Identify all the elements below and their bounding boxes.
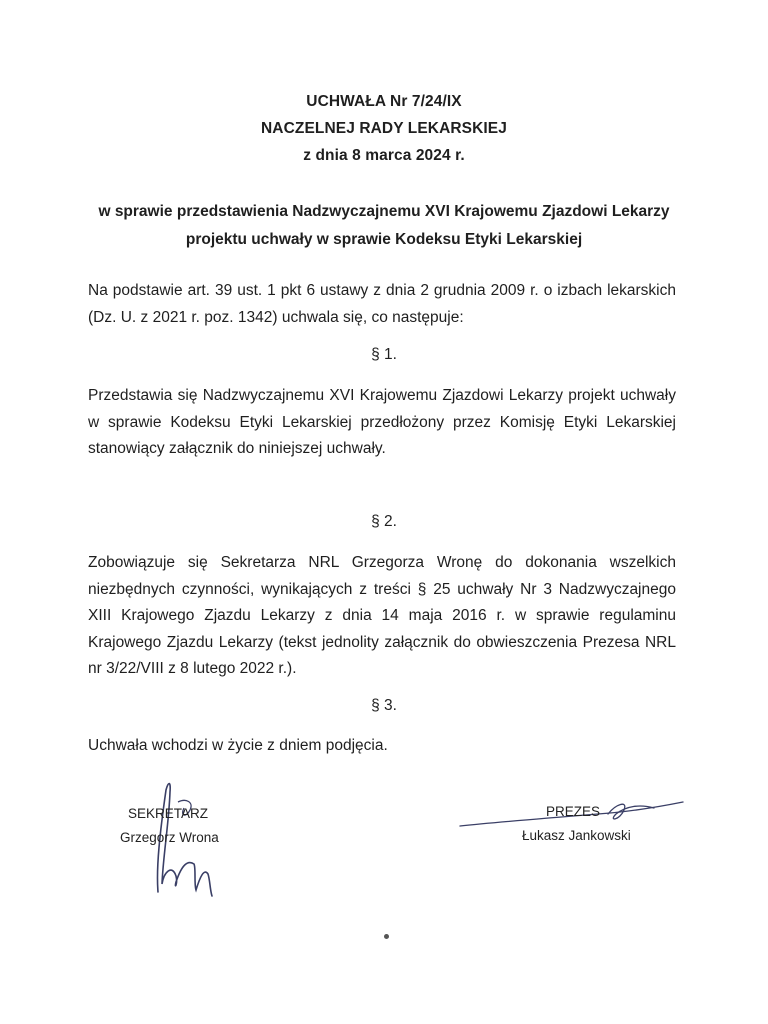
page-mark-dot xyxy=(384,934,389,939)
section-2-text: Zobowiązuje się Sekretarza NRL Grzegorza Wronę do dokonania wszelkich niezbędnych czynności, wynikających z treści § 25 uchwały Nr 3 Nadzwyczajnego XIII Krajowego Zjazdu Lekarzy z dnia 14 maja 2016 r. w sprawie regulaminu Krajowego Zjazdu Lekarzy (tekst jednolity załącznik do obwieszczenia Prezesa NRL nr 3/22/VIII z 8 lutego 2022 r.). xyxy=(88,554,676,677)
president-role: PREZES xyxy=(546,804,601,819)
subject-line-2: projektu uchwały w sprawie Kodeksu Etyki Lekarskiej xyxy=(185,231,583,248)
section-1-mark: § 1. xyxy=(371,346,397,363)
preamble-paragraph: Na podstawie art. 39 ust. 1 pkt 6 ustawy z dnia 2 grudnia 2009 r. o izbach lekarskich (Dz. U. z 2021 r. poz. 1342) uchwala się, co następuje: xyxy=(88,282,676,326)
secretary-role: SEKRETARZ xyxy=(128,806,209,821)
secretary-name: Grzegorz Wrona xyxy=(120,830,219,845)
section-3-text: Uchwała wchodzi w życie z dniem podjęcia. xyxy=(88,737,388,754)
president-name: Łukasz Jankowski xyxy=(522,828,631,843)
section-2-mark: § 2. xyxy=(371,513,397,530)
issuing-body: NACZELNEJ RADY LEKARSKIEJ xyxy=(261,120,507,137)
section-3-mark: § 3. xyxy=(371,697,397,714)
secretary-signature-block xyxy=(120,802,219,850)
subject-line-1: w sprawie przedstawienia Nadzwyczajnemu XVI Krajowemu Zjazdowi Lekarzy xyxy=(98,203,670,220)
resolution-header xyxy=(0,88,768,169)
section-1-text: Przedstawia się Nadzwyczajnemu XVI Krajowemu Zjazdowi Lekarzy projekt uchwały w sprawie Kodeksu Etyki Lekarskiej przedłożony przez Komisję Etyki Lekarskiej stanowiący załącznik do niniejszej uchwały. xyxy=(88,387,676,457)
resolution-number: UCHWAŁA Nr 7/24/IX xyxy=(306,93,462,110)
resolution-date: z dnia 8 marca 2024 r. xyxy=(303,147,465,164)
resolution-subject xyxy=(0,198,768,254)
president-signature-block xyxy=(522,800,631,848)
